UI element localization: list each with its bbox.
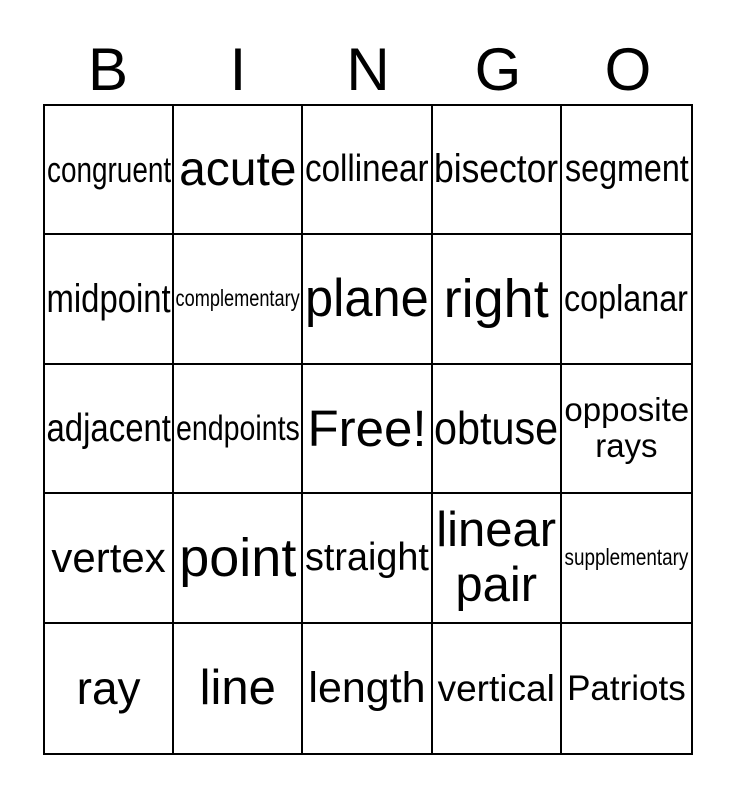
title-letter-i: I: [229, 36, 247, 103]
cell-label: segment: [564, 148, 689, 191]
cell-label: plane: [305, 269, 429, 329]
bingo-grid: [43, 104, 693, 755]
cell-label: ray: [76, 661, 141, 714]
cell-label: adjacent: [46, 406, 171, 450]
cell-label: Free!: [307, 399, 427, 457]
bingo-cell[interactable]: [45, 235, 174, 364]
bingo-cell[interactable]: [45, 494, 174, 623]
cell-label: Patriots: [567, 668, 686, 708]
cell-label: coplanar: [564, 278, 689, 320]
bingo-cell[interactable]: [303, 494, 432, 623]
cell-label: midpoint: [46, 276, 171, 321]
cell-label: line: [199, 660, 276, 715]
cell-label: bisector: [434, 147, 559, 192]
bingo-cell[interactable]: [45, 365, 174, 494]
bingo-cell[interactable]: [562, 235, 691, 364]
title-letter-b: B: [87, 36, 129, 103]
cell-label: vertical: [437, 667, 555, 709]
bingo-cell[interactable]: [433, 365, 562, 494]
title-letter-n: N: [346, 36, 390, 103]
bingo-cell[interactable]: [174, 106, 303, 235]
bingo-cell[interactable]: [45, 624, 174, 753]
bingo-title: [43, 36, 693, 103]
cell-label: collinear: [305, 148, 429, 191]
bingo-cell[interactable]: [562, 494, 691, 623]
bingo-cell[interactable]: [303, 106, 432, 235]
cell-label: acute: [179, 142, 297, 196]
bingo-cell[interactable]: [174, 494, 303, 623]
cell-label: endpoints: [175, 408, 300, 448]
cell-label: complementary: [175, 285, 300, 312]
bingo-cell[interactable]: [562, 106, 691, 235]
title-letter-g: G: [474, 36, 522, 103]
bingo-cell[interactable]: [45, 106, 174, 235]
bingo-cell[interactable]: [562, 624, 691, 753]
cell-label: supplementary: [564, 544, 689, 571]
bingo-cell[interactable]: [433, 235, 562, 364]
cell-label: opposite rays: [564, 390, 690, 465]
bingo-cell[interactable]: [433, 106, 562, 235]
cell-label: vertex: [51, 534, 166, 582]
bingo-cell[interactable]: [303, 624, 432, 753]
cell-label: length: [308, 664, 426, 713]
title-letter-o: O: [604, 36, 652, 103]
bingo-cell[interactable]: [433, 494, 562, 623]
bingo-cell[interactable]: [174, 624, 303, 753]
cell-label: straight: [305, 536, 429, 580]
cell-label: congruent: [46, 148, 171, 190]
cell-label: point: [179, 527, 297, 588]
free-space-cell[interactable]: [303, 365, 432, 494]
bingo-cell[interactable]: [433, 624, 562, 753]
bingo-cell[interactable]: [174, 235, 303, 364]
bingo-cell[interactable]: [303, 235, 432, 364]
cell-label: obtuse: [434, 401, 559, 454]
bingo-cell[interactable]: [174, 365, 303, 494]
cell-label: right: [443, 268, 549, 329]
bingo-cell[interactable]: [562, 365, 691, 494]
cell-label: linear pair: [436, 503, 557, 612]
